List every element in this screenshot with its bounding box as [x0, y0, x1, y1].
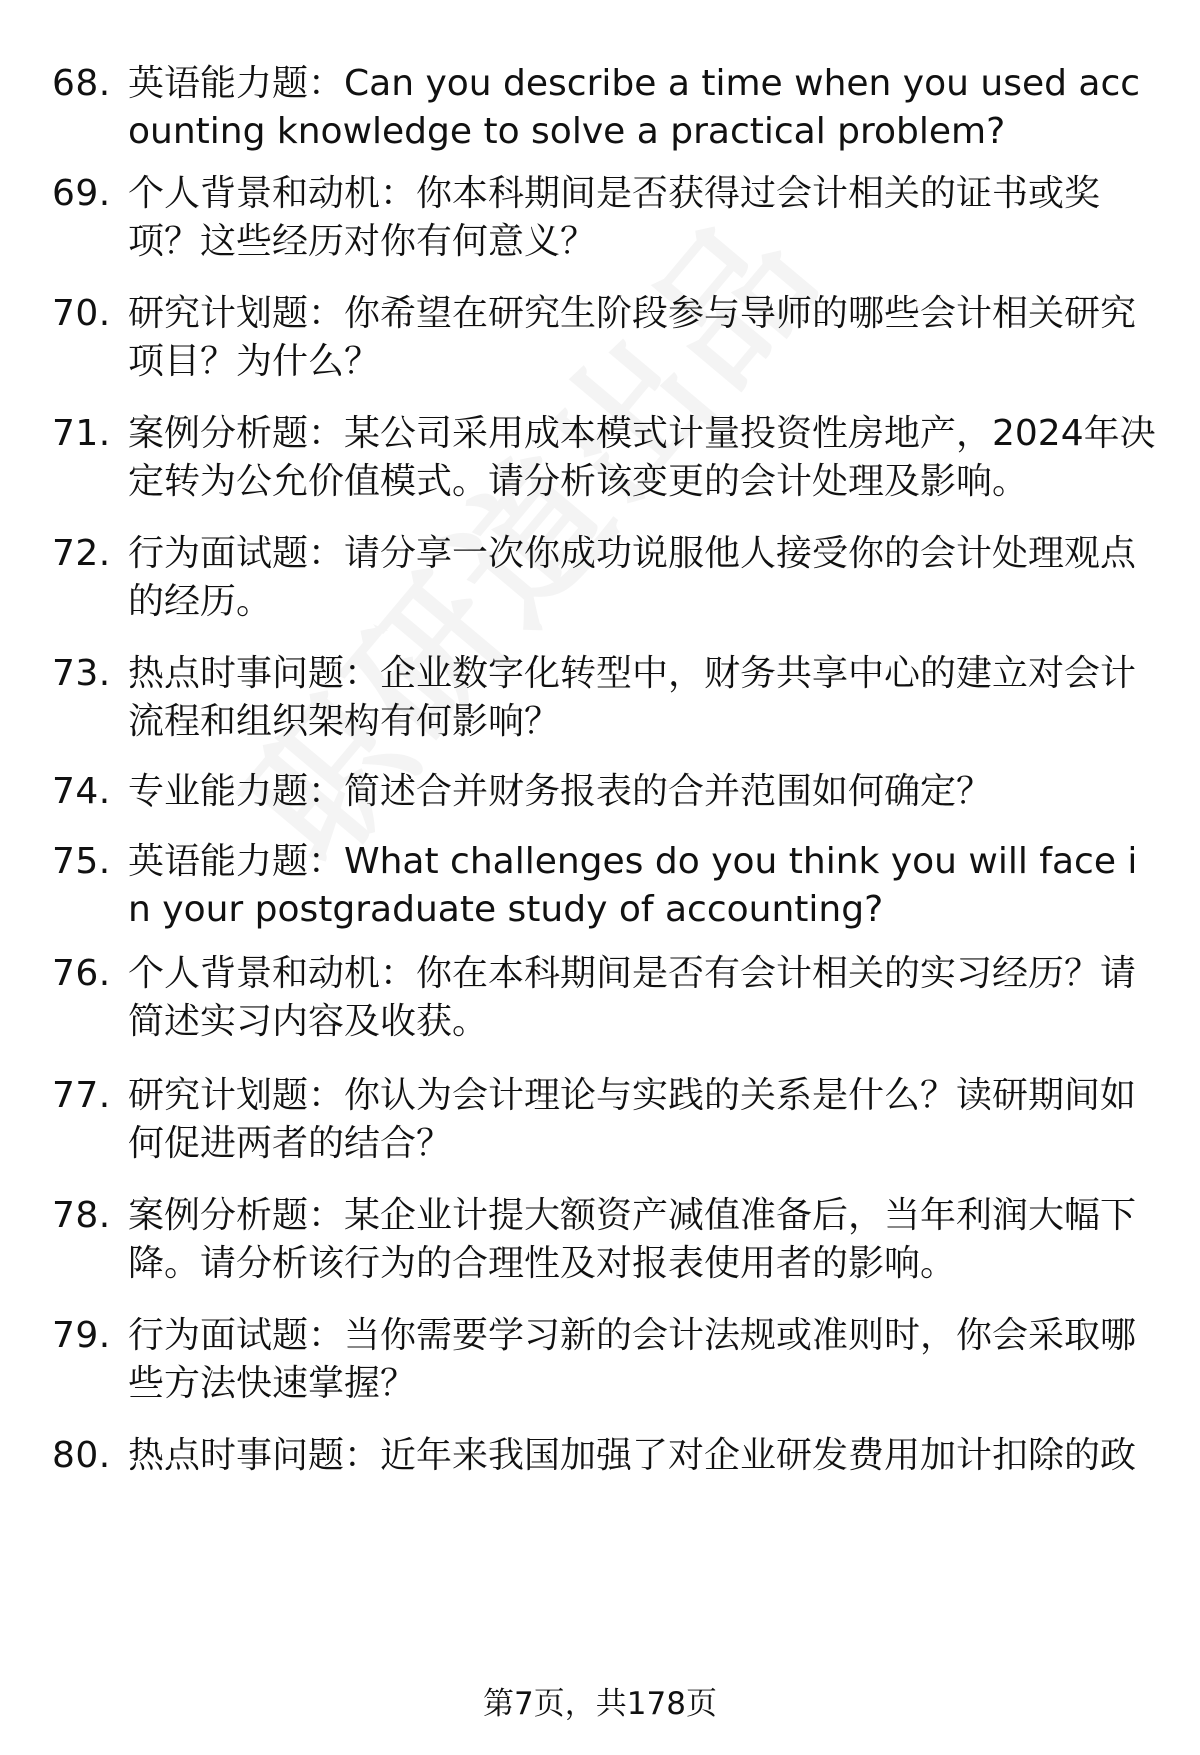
question-text: 热点时事问题：企业数字化转型中，财务共享中心的建立对会计流程和组织架构有何影响？ — [128, 653, 1137, 742]
question-text: 个人背景和动机：你在本科期间是否有会计相关的实习经历？请简述实习内容及收获。 — [128, 953, 1137, 1042]
question-item — [0, 170, 1200, 270]
question-number: 69. — [52, 173, 111, 214]
question-text: 案例分析题：某公司采用成本模式计量投资性房地产，2024年决定转为公允价值模式。请分析该变更的会计处理及影响。 — [128, 413, 1156, 502]
question-item — [0, 290, 1200, 390]
page-footer — [0, 1684, 1200, 1724]
question-item — [0, 1072, 1200, 1172]
question-number: 73. — [52, 653, 111, 694]
question-item — [0, 410, 1200, 510]
question-number: 74. — [52, 771, 111, 812]
question-number: 72. — [52, 533, 111, 574]
question-text: 行为面试题：请分享一次你成功说服他人接受你的会计处理观点的经历。 — [128, 533, 1137, 622]
question-number: 68. — [52, 63, 111, 104]
question-text: 个人背景和动机：你本科期间是否获得过会计相关的证书或奖项？这些经历对你有何意义？ — [128, 173, 1101, 262]
question-item — [0, 838, 1200, 938]
question-text: 英语能力题：Can you describe a time when you used accounting knowledge to solve a practical problem? — [128, 63, 1141, 152]
question-text: 英语能力题：What challenges do you think you will face in your postgraduate study of accounting? — [128, 841, 1138, 930]
question-item — [0, 1432, 1200, 1532]
question-number: 71. — [52, 413, 111, 454]
question-number: 76. — [52, 953, 111, 994]
question-item — [0, 650, 1200, 750]
question-number: 80. — [52, 1435, 111, 1476]
page-number-label: 第7页，共178页 — [483, 1686, 717, 1722]
question-text: 专业能力题：简述合并财务报表的合并范围如何确定？ — [128, 771, 993, 812]
question-item — [0, 60, 1200, 160]
question-text: 研究计划题：你希望在研究生阶段参与导师的哪些会计相关研究项目？为什么？ — [128, 293, 1137, 382]
question-text: 案例分析题：某企业计提大额资产减值准备后，当年利润大幅下降。请分析该行为的合理性及对报表使用者的影响。 — [128, 1195, 1137, 1284]
question-number: 77. — [52, 1075, 111, 1116]
question-item — [0, 1312, 1200, 1412]
question-item — [0, 950, 1200, 1050]
question-text: 行为面试题：当你需要学习新的会计法规或准则时，你会采取哪些方法快速掌握？ — [128, 1315, 1137, 1404]
question-item — [0, 530, 1200, 630]
question-number: 75. — [52, 841, 111, 882]
question-text: 研究计划题：你认为会计理论与实践的关系是什么？读研期间如何促进两者的结合？ — [128, 1075, 1137, 1164]
question-number: 70. — [52, 293, 111, 334]
question-text: 热点时事问题：近年来我国加强了对企业研发费用加计扣除的政 — [128, 1435, 1137, 1476]
question-item — [0, 1192, 1200, 1292]
question-number: 78. — [52, 1195, 111, 1236]
question-number: 79. — [52, 1315, 111, 1356]
